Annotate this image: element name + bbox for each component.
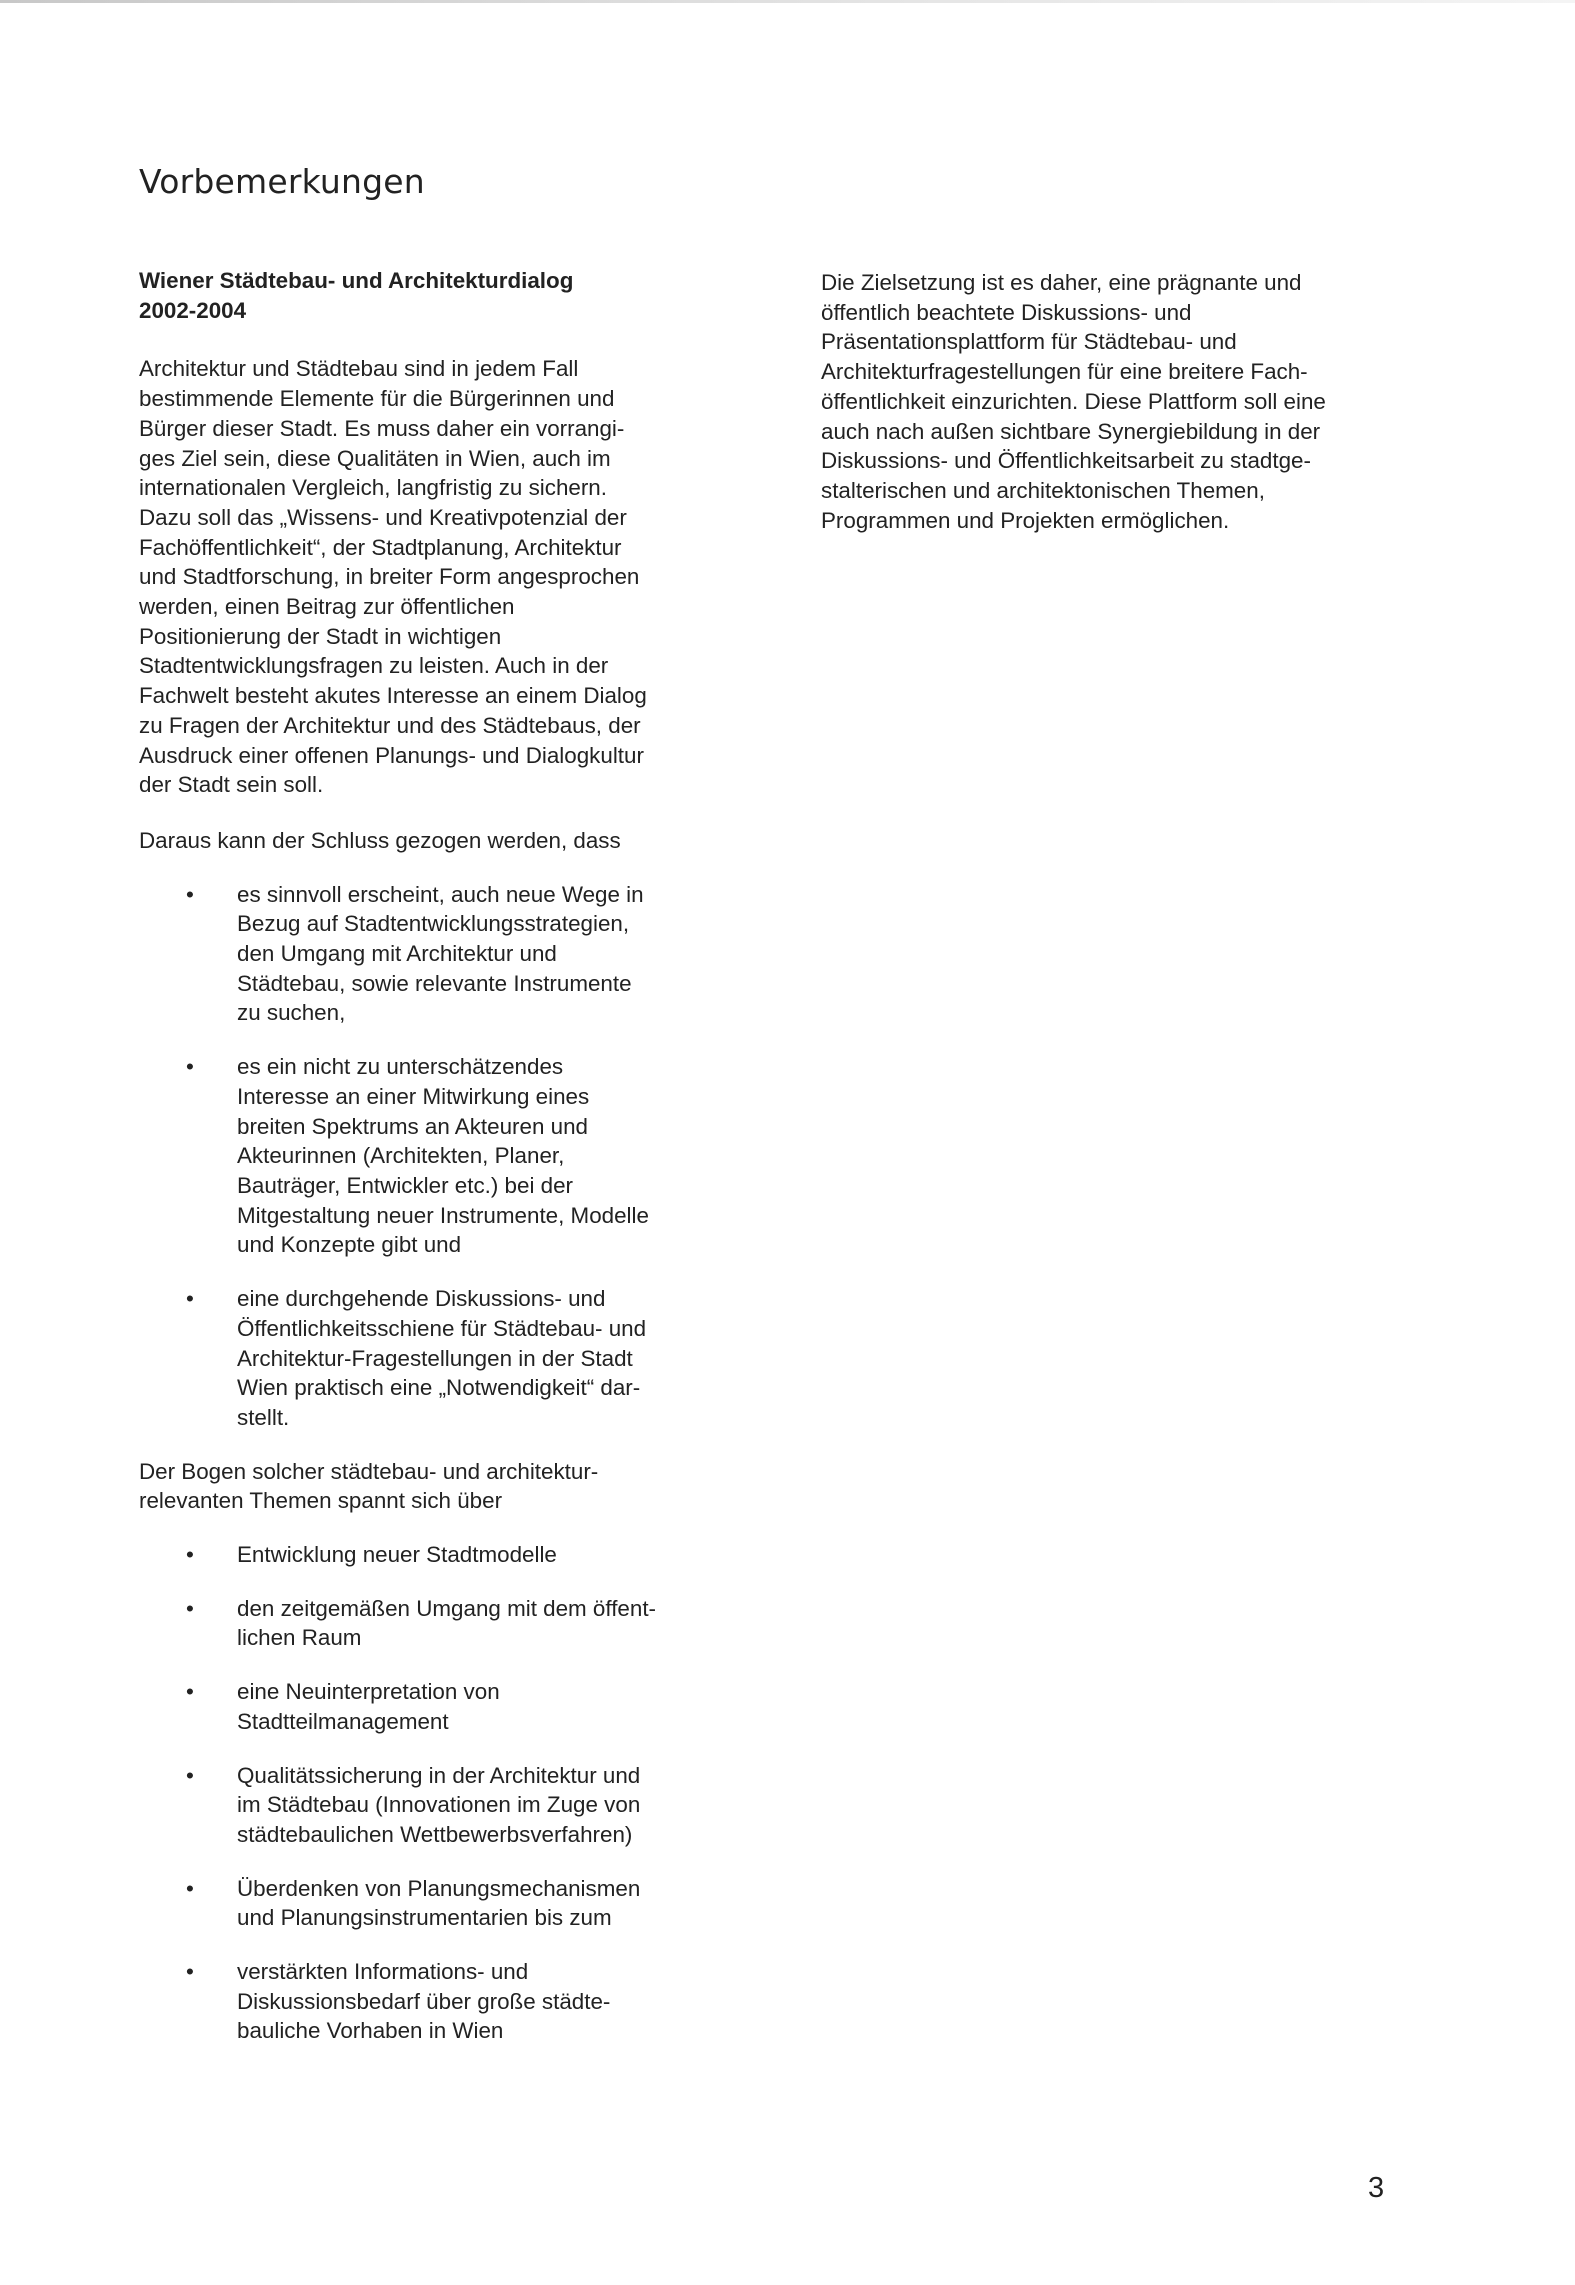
bullet-icon: •: [186, 1875, 194, 1901]
bullet-icon: •: [186, 1286, 194, 1312]
list-item: [139, 880, 719, 1029]
list-item: [139, 1284, 719, 1433]
intro-paragraph: [139, 354, 719, 800]
text-line: Bauträger, Entwickler etc.) bei der: [237, 1172, 574, 1198]
top-edge-rule: [0, 0, 1575, 3]
text-line: Architektur und Städtebau sind in jedem Fall: [139, 356, 579, 382]
bullet-icon: •: [186, 1595, 194, 1621]
bullet-icon: •: [186, 881, 194, 907]
section-heading-line: Wiener Städtebau- und Architekturdialog: [139, 268, 574, 293]
text-line: breiten Spektrums an Akteuren und: [237, 1113, 589, 1139]
text-line: ges Ziel sein, diese Qualitäten in Wien, auch im: [139, 445, 611, 471]
bullet-icon: •: [186, 1762, 194, 1788]
text-line: es ein nicht zu unterschätzendes: [237, 1054, 564, 1080]
bullet-icon: •: [186, 1679, 194, 1705]
text-line: Überdenken von Planungsmechanismen: [237, 1875, 641, 1901]
text-line: Fachwelt besteht akutes Interesse an einem Dialog: [139, 683, 647, 709]
text-line: Mitgestaltung neuer Instrumente, Modelle: [237, 1202, 649, 1228]
text-line: und Stadtforschung, in breiter Form angesprochen: [139, 564, 640, 590]
text-line: Fachöffentlichkeit“, der Stadtplanung, Architektur: [139, 534, 622, 560]
text-line: Positionierung der Stadt in wichtigen: [139, 623, 502, 649]
text-line: Bürger dieser Stadt. Es muss daher ein vorrangi-: [139, 415, 625, 441]
page-title: Vorbemerkungen: [139, 162, 425, 201]
bullet-icon: •: [186, 1959, 194, 1985]
list-item: [139, 1594, 719, 1653]
page-number: 3: [1368, 2172, 1385, 2204]
text-line: öffentlich beachtete Diskussions- und: [821, 299, 1192, 325]
conclusion-intro: [139, 826, 719, 856]
list-item: [139, 1874, 719, 1933]
text-line: Dazu soll das „Wissens- und Kreativpotenzial der: [139, 504, 627, 530]
list-item: [139, 1540, 719, 1570]
text-line: es sinnvoll erscheint, auch neue Wege in: [237, 881, 644, 907]
text-line: bauliche Vorhaben in Wien: [237, 2018, 504, 2044]
text-line: Entwicklung neuer Stadtmodelle: [237, 1542, 557, 1568]
text-line: Die Zielsetzung ist es daher, eine prägnante und: [821, 270, 1302, 295]
text-line: Präsentationsplattform für Städtebau- und: [821, 329, 1237, 355]
text-line: Architektur-Fragestellungen in der Stadt: [237, 1345, 633, 1371]
section-heading-line: 2002-2004: [139, 297, 247, 323]
text-line: Der Bogen solcher städtebau- und architektur-: [139, 1458, 599, 1484]
text-line: Programmen und Projekten ermöglichen.: [821, 507, 1230, 533]
text-line: Diskussions- und Öffentlichkeitsarbeit zu stadtge-: [821, 448, 1311, 474]
text-line: internationalen Vergleich, langfristig zu sichern.: [139, 475, 607, 501]
list-item: [139, 1052, 719, 1260]
goal-paragraph: [821, 268, 1411, 535]
bullet-icon: •: [186, 1054, 194, 1080]
text-line: Diskussionsbedarf über große städte-: [237, 1988, 611, 2014]
text-line: bestimmende Elemente für die Bürgerinnen und: [139, 386, 615, 412]
text-line: stellt.: [237, 1404, 290, 1430]
left-column: [139, 266, 719, 2070]
text-line: Qualitätssicherung in der Architektur und: [237, 1762, 641, 1788]
text-line: eine durchgehende Diskussions- und: [237, 1286, 606, 1312]
text-line: der Stadt sein soll.: [139, 772, 324, 798]
text-line: und Konzepte gibt und: [237, 1232, 462, 1258]
text-line: zu suchen,: [237, 1000, 346, 1026]
text-line: Akteurinnen (Architekten, Planer,: [237, 1143, 565, 1169]
text-line: Daraus kann der Schluss gezogen werden, dass: [139, 827, 621, 853]
conclusion-list: [139, 880, 719, 1433]
text-line: Bezug auf Stadtentwicklungsstrategien,: [237, 911, 630, 937]
text-line: Interesse an einer Mitwirkung eines: [237, 1083, 590, 1109]
text-line: Stadtentwicklungsfragen zu leisten. Auch in der: [139, 653, 609, 679]
text-line: Stadtteilmanagement: [237, 1708, 449, 1734]
text-line: stalterischen und architektonischen Themen,: [821, 477, 1265, 503]
text-line: lichen Raum: [237, 1625, 362, 1651]
text-line: im Städtebau (Innovationen im Zuge von: [237, 1792, 641, 1818]
text-line: werden, einen Beitrag zur öffentlichen: [139, 594, 515, 620]
list-item: [139, 1677, 719, 1736]
list-item: [139, 1761, 719, 1850]
text-line: verstärkten Informations- und: [237, 1959, 529, 1985]
section-heading: [139, 266, 719, 325]
text-line: zu Fragen der Architektur und des Städtebaus, der: [139, 712, 641, 738]
topics-list: [139, 1540, 719, 2046]
bullet-icon: •: [186, 1542, 194, 1568]
text-line: auch nach außen sichtbare Synergiebildung in der: [821, 418, 1321, 444]
list-item: [139, 1957, 719, 2046]
text-line: eine Neuinterpretation von: [237, 1679, 500, 1705]
right-column: [821, 268, 1411, 535]
text-line: und Planungsinstrumentarien bis zum: [237, 1905, 612, 1931]
text-line: relevanten Themen spannt sich über: [139, 1488, 503, 1514]
text-line: Städtebau, sowie relevante Instrumente: [237, 970, 632, 996]
text-line: öffentlichkeit einzurichten. Diese Plattform soll eine: [821, 388, 1326, 414]
text-line: Ausdruck einer offenen Planungs- und Dialogkultur: [139, 742, 644, 768]
topics-intro: [139, 1457, 719, 1516]
text-line: Wien praktisch eine „Notwendigkeit“ dar-: [237, 1375, 641, 1401]
text-line: den Umgang mit Architektur und: [237, 941, 557, 967]
text-line: Öffentlichkeitsschiene für Städtebau- und: [237, 1315, 647, 1341]
text-line: Architekturfragestellungen für eine breitere Fach-: [821, 359, 1308, 385]
text-line: städtebaulichen Wettbewerbsverfahren): [237, 1821, 633, 1847]
text-line: den zeitgemäßen Umgang mit dem öffent-: [237, 1595, 657, 1621]
